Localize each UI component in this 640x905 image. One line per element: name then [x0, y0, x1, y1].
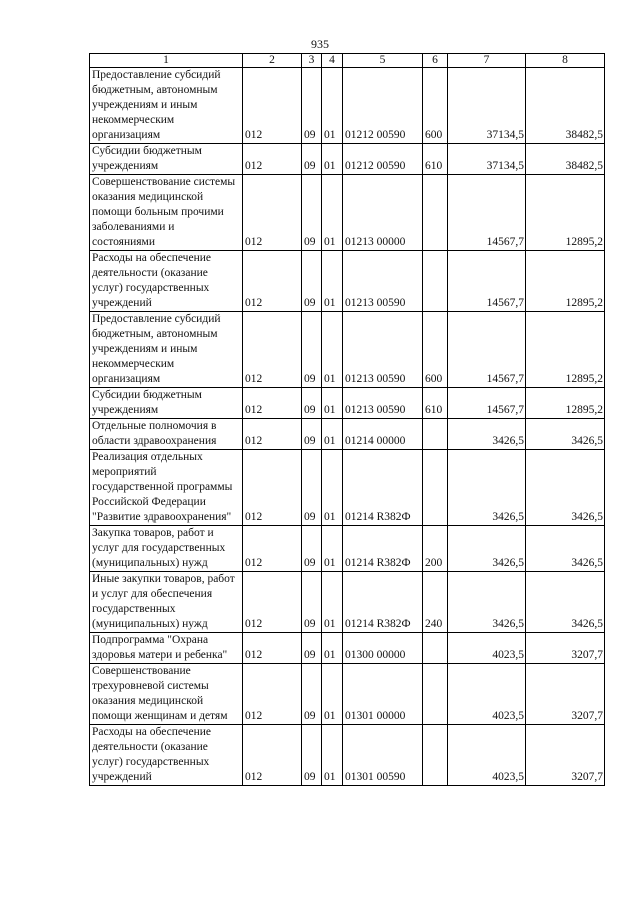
table-row	[90, 526, 605, 572]
code-cell: 012	[243, 175, 302, 251]
subsection-cell: 01	[322, 68, 343, 144]
amount-cell: 3426,5	[448, 450, 526, 526]
subsection-cell: 01	[322, 526, 343, 572]
amount-cell: 12895,2	[526, 251, 605, 312]
code-cell: 012	[243, 633, 302, 664]
section-cell: 09	[302, 419, 322, 450]
expense-type-cell: 240	[423, 572, 448, 633]
table-row	[90, 68, 605, 144]
page-number: 935	[311, 37, 329, 51]
table-row	[90, 419, 605, 450]
subsection-cell: 01	[322, 633, 343, 664]
section-cell: 09	[302, 725, 322, 786]
column-header: 3	[302, 54, 322, 68]
row-name-cell: Субсидии бюджетным учреждениям	[90, 144, 243, 175]
code-cell: 012	[243, 664, 302, 725]
section-cell: 09	[302, 251, 322, 312]
amount-cell: 4023,5	[448, 633, 526, 664]
subsection-cell: 01	[322, 388, 343, 419]
row-name-cell: Подпрограмма "Охрана здоровья матери и ребенка"	[90, 633, 243, 664]
subsection-cell: 01	[322, 450, 343, 526]
column-header: 6	[423, 54, 448, 68]
column-header: 5	[343, 54, 423, 68]
row-name-cell: Предоставление субсидий бюджетным, автономным учреждениям и иным некоммерческим организациям	[90, 68, 243, 144]
code-cell: 012	[243, 526, 302, 572]
amount-cell: 14567,7	[448, 388, 526, 419]
target-article-cell: 01300 00000	[343, 633, 423, 664]
table-row	[90, 175, 605, 251]
column-header: 1	[90, 54, 243, 68]
table-row	[90, 251, 605, 312]
row-name-cell: Отдельные полномочия в области здравоохранения	[90, 419, 243, 450]
expense-type-cell	[423, 450, 448, 526]
row-name-cell: Реализация отдельных мероприятий государственной программы Российской Федерации "Развитие здравоохранения"	[90, 450, 243, 526]
target-article-cell: 01213 00000	[343, 175, 423, 251]
table-row	[90, 388, 605, 419]
section-cell: 09	[302, 388, 322, 419]
section-cell: 09	[302, 526, 322, 572]
subsection-cell: 01	[322, 175, 343, 251]
code-cell: 012	[243, 68, 302, 144]
amount-cell: 14567,7	[448, 251, 526, 312]
expense-type-cell	[423, 664, 448, 725]
code-cell: 012	[243, 419, 302, 450]
target-article-cell: 01213 00590	[343, 312, 423, 388]
target-article-cell: 01214 00000	[343, 419, 423, 450]
target-article-cell: 01214 R382Ф	[343, 526, 423, 572]
column-header: 4	[322, 54, 343, 68]
amount-cell: 3426,5	[448, 419, 526, 450]
amount-cell: 3207,7	[526, 664, 605, 725]
row-name-cell: Расходы на обеспечение деятельности (оказание услуг) государственных учреждений	[90, 251, 243, 312]
table-row	[90, 725, 605, 786]
table-row	[90, 664, 605, 725]
column-header: 8	[526, 54, 605, 68]
subsection-cell: 01	[322, 419, 343, 450]
amount-cell: 37134,5	[448, 68, 526, 144]
amount-cell: 3207,7	[526, 725, 605, 786]
code-cell: 012	[243, 312, 302, 388]
table-row	[90, 633, 605, 664]
expense-type-cell	[423, 633, 448, 664]
amount-cell: 14567,7	[448, 175, 526, 251]
table-row	[90, 572, 605, 633]
expense-type-cell	[423, 419, 448, 450]
row-name-cell: Иные закупки товаров, работ и услуг для обеспечения государственных (муниципальных) нужд	[90, 572, 243, 633]
expense-type-cell	[423, 725, 448, 786]
section-cell: 09	[302, 312, 322, 388]
amount-cell: 38482,5	[526, 68, 605, 144]
code-cell: 012	[243, 450, 302, 526]
row-name-cell: Закупка товаров, работ и услуг для государственных (муниципальных) нужд	[90, 526, 243, 572]
amount-cell: 3426,5	[526, 419, 605, 450]
amount-cell: 3426,5	[526, 450, 605, 526]
section-cell: 09	[302, 68, 322, 144]
target-article-cell: 01214 R382Ф	[343, 572, 423, 633]
target-article-cell: 01301 00590	[343, 725, 423, 786]
expense-type-cell	[423, 251, 448, 312]
amount-cell: 3426,5	[448, 572, 526, 633]
amount-cell: 3207,7	[526, 633, 605, 664]
amount-cell: 12895,2	[526, 388, 605, 419]
code-cell: 012	[243, 144, 302, 175]
code-cell: 012	[243, 725, 302, 786]
code-cell: 012	[243, 251, 302, 312]
amount-cell: 38482,5	[526, 144, 605, 175]
target-article-cell: 01301 00000	[343, 664, 423, 725]
amount-cell: 4023,5	[448, 725, 526, 786]
subsection-cell: 01	[322, 144, 343, 175]
budget-table	[89, 53, 605, 786]
expense-type-cell: 610	[423, 144, 448, 175]
table-row	[90, 450, 605, 526]
amount-cell: 37134,5	[448, 144, 526, 175]
column-header: 7	[448, 54, 526, 68]
target-article-cell: 01213 00590	[343, 251, 423, 312]
subsection-cell: 01	[322, 725, 343, 786]
expense-type-cell: 200	[423, 526, 448, 572]
row-name-cell: Совершенствование системы оказания медицинской помощи больным прочими заболеваниями и состояниями	[90, 175, 243, 251]
expense-type-cell: 600	[423, 312, 448, 388]
amount-cell: 14567,7	[448, 312, 526, 388]
table-row	[90, 144, 605, 175]
expense-type-cell: 600	[423, 68, 448, 144]
amount-cell: 4023,5	[448, 664, 526, 725]
section-cell: 09	[302, 633, 322, 664]
section-cell: 09	[302, 572, 322, 633]
amount-cell: 12895,2	[526, 312, 605, 388]
target-article-cell: 01214 R382Ф	[343, 450, 423, 526]
amount-cell: 12895,2	[526, 175, 605, 251]
expense-type-cell: 610	[423, 388, 448, 419]
subsection-cell: 01	[322, 312, 343, 388]
row-name-cell: Расходы на обеспечение деятельности (оказание услуг) государственных учреждений	[90, 725, 243, 786]
section-cell: 09	[302, 450, 322, 526]
subsection-cell: 01	[322, 251, 343, 312]
row-name-cell: Предоставление субсидий бюджетным, автономным учреждениям и иным некоммерческим организациям	[90, 312, 243, 388]
subsection-cell: 01	[322, 572, 343, 633]
subsection-cell: 01	[322, 664, 343, 725]
target-article-cell: 01213 00590	[343, 388, 423, 419]
code-cell: 012	[243, 572, 302, 633]
section-cell: 09	[302, 175, 322, 251]
code-cell: 012	[243, 388, 302, 419]
table-row	[90, 312, 605, 388]
amount-cell: 3426,5	[448, 526, 526, 572]
section-cell: 09	[302, 144, 322, 175]
row-name-cell: Совершенствование трехуровневой системы оказания медицинской помощи женщинам и детям	[90, 664, 243, 725]
amount-cell: 3426,5	[526, 572, 605, 633]
section-cell: 09	[302, 664, 322, 725]
row-name-cell: Субсидии бюджетным учреждениям	[90, 388, 243, 419]
expense-type-cell	[423, 175, 448, 251]
header-row	[90, 54, 605, 68]
amount-cell: 3426,5	[526, 526, 605, 572]
target-article-cell: 01212 00590	[343, 144, 423, 175]
column-header: 2	[243, 54, 302, 68]
target-article-cell: 01212 00590	[343, 68, 423, 144]
